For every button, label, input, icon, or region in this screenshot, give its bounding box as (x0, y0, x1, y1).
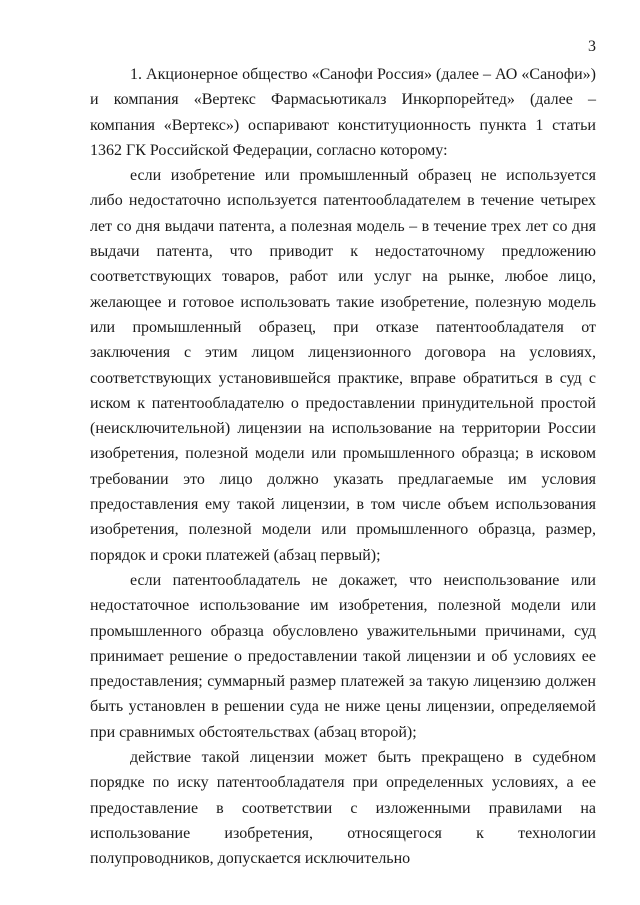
document-body (90, 62, 596, 872)
page-number: 3 (588, 38, 596, 55)
paragraph-quote-third: действие такой лицензии может быть прекращено в судебном порядке по иску патентообладателя при определенных условиях, а ее предоставление в соответствии с изложенными правилами на использование изобретения, относящегося к технологии полупроводников, допускается исключительно (90, 749, 596, 868)
paragraph-quote-second: если патентообладатель не докажет, что неиспользование или недостаточное использование им изобретения, полезной модели или промышленного образца обусловлено уважительными причинами, суд принимает решение о предоставлении такой лицензии и об условиях ее предоставления; суммарный размер платежей за такую лицензию должен быть установлен в решении суда не ниже цены лицензии, определяемой при сравнимых обстоятельствах (абзац второй); (90, 571, 596, 741)
paragraph-intro: 1. Акционерное общество «Санофи Россия» (далее – АО «Санофи») и компания «Вертекс Фармасьютикалз Инкорпорейтед» (далее – компания «Вертекс») оспаривают конституционность пункта 1 статьи 1362 ГК Российской Федерации, согласно которому: (90, 66, 596, 159)
paragraph-quote-first: если изобретение или промышленный образец не используется либо недостаточно используется патентообладателем в течение четырех лет со дня выдачи патента, а полезная модель – в течение трех лет со дня выдачи патента, что приводит к недостаточному предложению соответствующих товаров, работ или услуг на рынке, любое лицо, желающее и готовое использовать такие изобретение, полезную модель или промышленный образец, при отказе патентообладателя от заключения с этим лицом лицензионного договора на условиях, соответствующих установившейся практике, вправе обратиться в суд с иском к патентообладателю о предоставлении принудительной простой (неисключительной) лицензии на использование на территории России изобретения, полезной модели или промышленного образца; в исковом требовании это лицо должно указать предлагаемые им условия предоставления ему такой лицензии, в том числе объем использования изобретения, полезной модели или промышленного образца, размер, порядок и сроки платежей (абзац первый); (90, 167, 596, 564)
